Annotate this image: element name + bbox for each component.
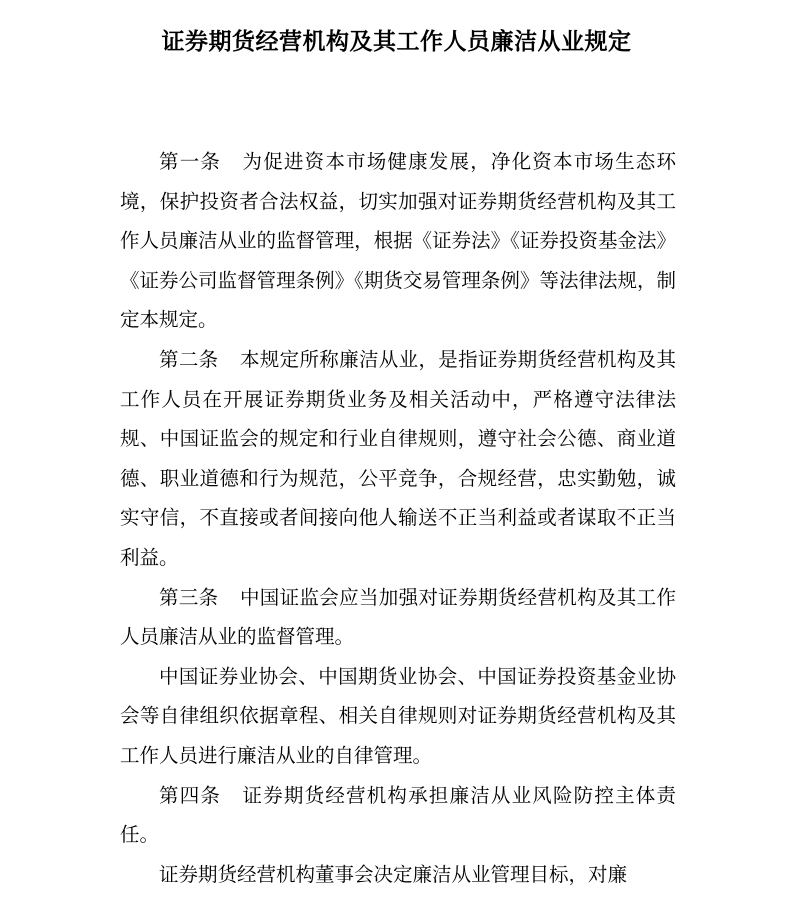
paragraph-article-4-clause-2 bbox=[120, 855, 676, 895]
paragraph-article-4 bbox=[120, 776, 676, 855]
paragraph-text: 本规定所称廉洁从业，是指证券期货经营机构及其工作人员在开展证券期货业务及相关活动中，严格遵守法律法规、中国证监会的规定和行业自律规则，遵守社会公德、商业道德、职业道德和行为规范，公平竞争，合规经营，忠实勤勉，诚实守信，不直接或者间接向他人输送不正当利益或者谋取不正当利益。 bbox=[120, 347, 676, 569]
paragraph-article-2 bbox=[120, 340, 676, 578]
paragraph-text: 中国证监会应当加强对证券期货经营机构及其工作人员廉洁从业的监督管理。 bbox=[120, 585, 676, 649]
document-body bbox=[120, 142, 676, 894]
article-number: 第二条 bbox=[159, 347, 219, 371]
paragraph-text: 为促进资本市场健康发展，净化资本市场生态环境，保护投资者合法权益，切实加强对证券期货经营机构及其工作人员廉洁从业的监督管理，根据《证券法》《证券投资基金法》《证券公司监督管理条例》《期货交易管理条例》等法律法规，制定本规定。 bbox=[120, 150, 676, 332]
article-number: 第一条 bbox=[159, 150, 222, 173]
paragraph-article-3-clause-2 bbox=[120, 657, 676, 776]
paragraph-text: 证券期货经营机构董事会决定廉洁从业管理目标，对廉 bbox=[159, 862, 628, 886]
paragraph-text: 中国证券业协会、中国期货业协会、中国证券投资基金业协会等自律组织依据章程、相关自律规则对证券期货经营机构及其工作人员进行廉洁从业的自律管理。 bbox=[120, 664, 676, 767]
paragraph-text: 证券期货经营机构承担廉洁从业风险防控主体责任。 bbox=[120, 783, 676, 847]
paragraph-article-1 bbox=[120, 142, 676, 340]
paragraph-article-3 bbox=[120, 578, 676, 657]
article-number: 第四条 bbox=[159, 783, 222, 807]
article-number: 第三条 bbox=[159, 585, 219, 609]
document-title: 证券期货经营机构及其工作人员廉洁从业规定 bbox=[161, 28, 632, 55]
